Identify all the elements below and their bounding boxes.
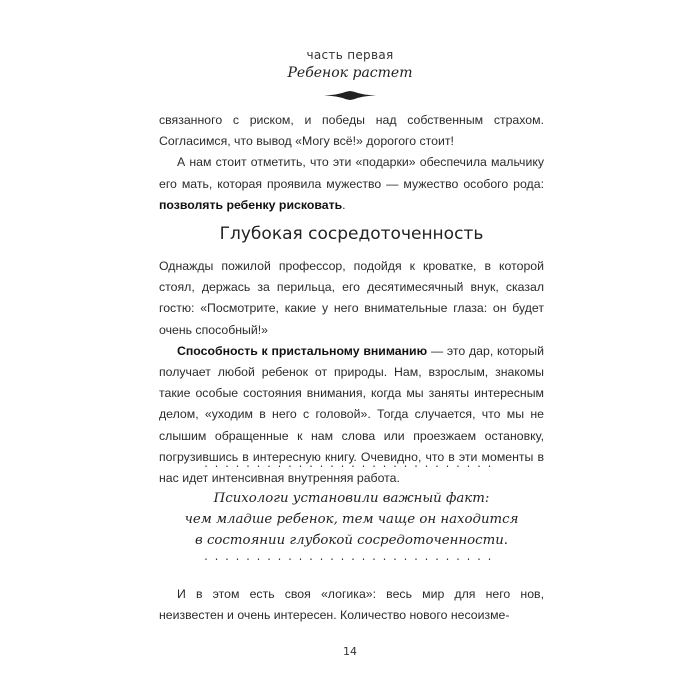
paragraph [159, 152, 544, 216]
dotted-divider-top: ···························· [202, 462, 498, 473]
callout-line: чем младше ребенок, тем чаще он находится [184, 512, 519, 527]
running-head [0, 48, 700, 100]
dotted-divider-bottom: ···························· [202, 555, 498, 566]
paragraph: связанного с риском, и победы над собственным страхом. Согласимся, что вывод «Могу всё!» дорогого стоит! [159, 113, 544, 149]
part-title: Ребенок растет [287, 65, 413, 81]
paragraph: И в этом есть своя «логика»: весь мир для него нов, неизвестен и очень интересен. Количество нового несоизме- [159, 587, 544, 623]
callout-line: в состоянии глубокой сосредоточенности. [195, 533, 508, 548]
paragraph-text: — это дар, который получает любой ребенок от природы. Нам, взрослым, знакомы такие особые состояния внимания, когда мы заняты интересным делом, «уходим в него с головой». Тогда случается, что мы не слышим обращенные к нам слова или проезжаем остановку, погрузившись в интересную книгу. Очевидно, что в эти моменты в нас идет интенсивная внутренняя работа. [159, 343, 544, 486]
section-title: Глубокая сосредоточенность [219, 224, 484, 244]
callout-quote [159, 488, 544, 551]
part-label: часть первая [306, 48, 394, 62]
bold-phrase: позволять ребенку рисковать [159, 197, 343, 212]
callout-line: Психологи установили важный факт: [213, 491, 490, 506]
paragraph: Однажды пожилой профессор, подойдя к кроватке, в которой стоял, держась за перильца, его десятимесячный внук, сказал гостю: «Посмотрите, какие у него внимательные глаза: он будет очень способный!» [159, 259, 544, 337]
ornament-divider-icon [324, 91, 376, 100]
page-number: 14 [343, 645, 357, 658]
bold-phrase: Способность к пристальному вниманию [177, 343, 428, 358]
section-text-block [159, 256, 544, 489]
paragraph-end: . [342, 197, 346, 212]
paragraph-text: А нам стоит отметить, что эти «подарки» обеспечила мальчику его мать, которая проявила мужество — мужество особого рода: [159, 155, 544, 191]
closing-text-block [159, 584, 544, 626]
top-text-block [159, 110, 544, 216]
